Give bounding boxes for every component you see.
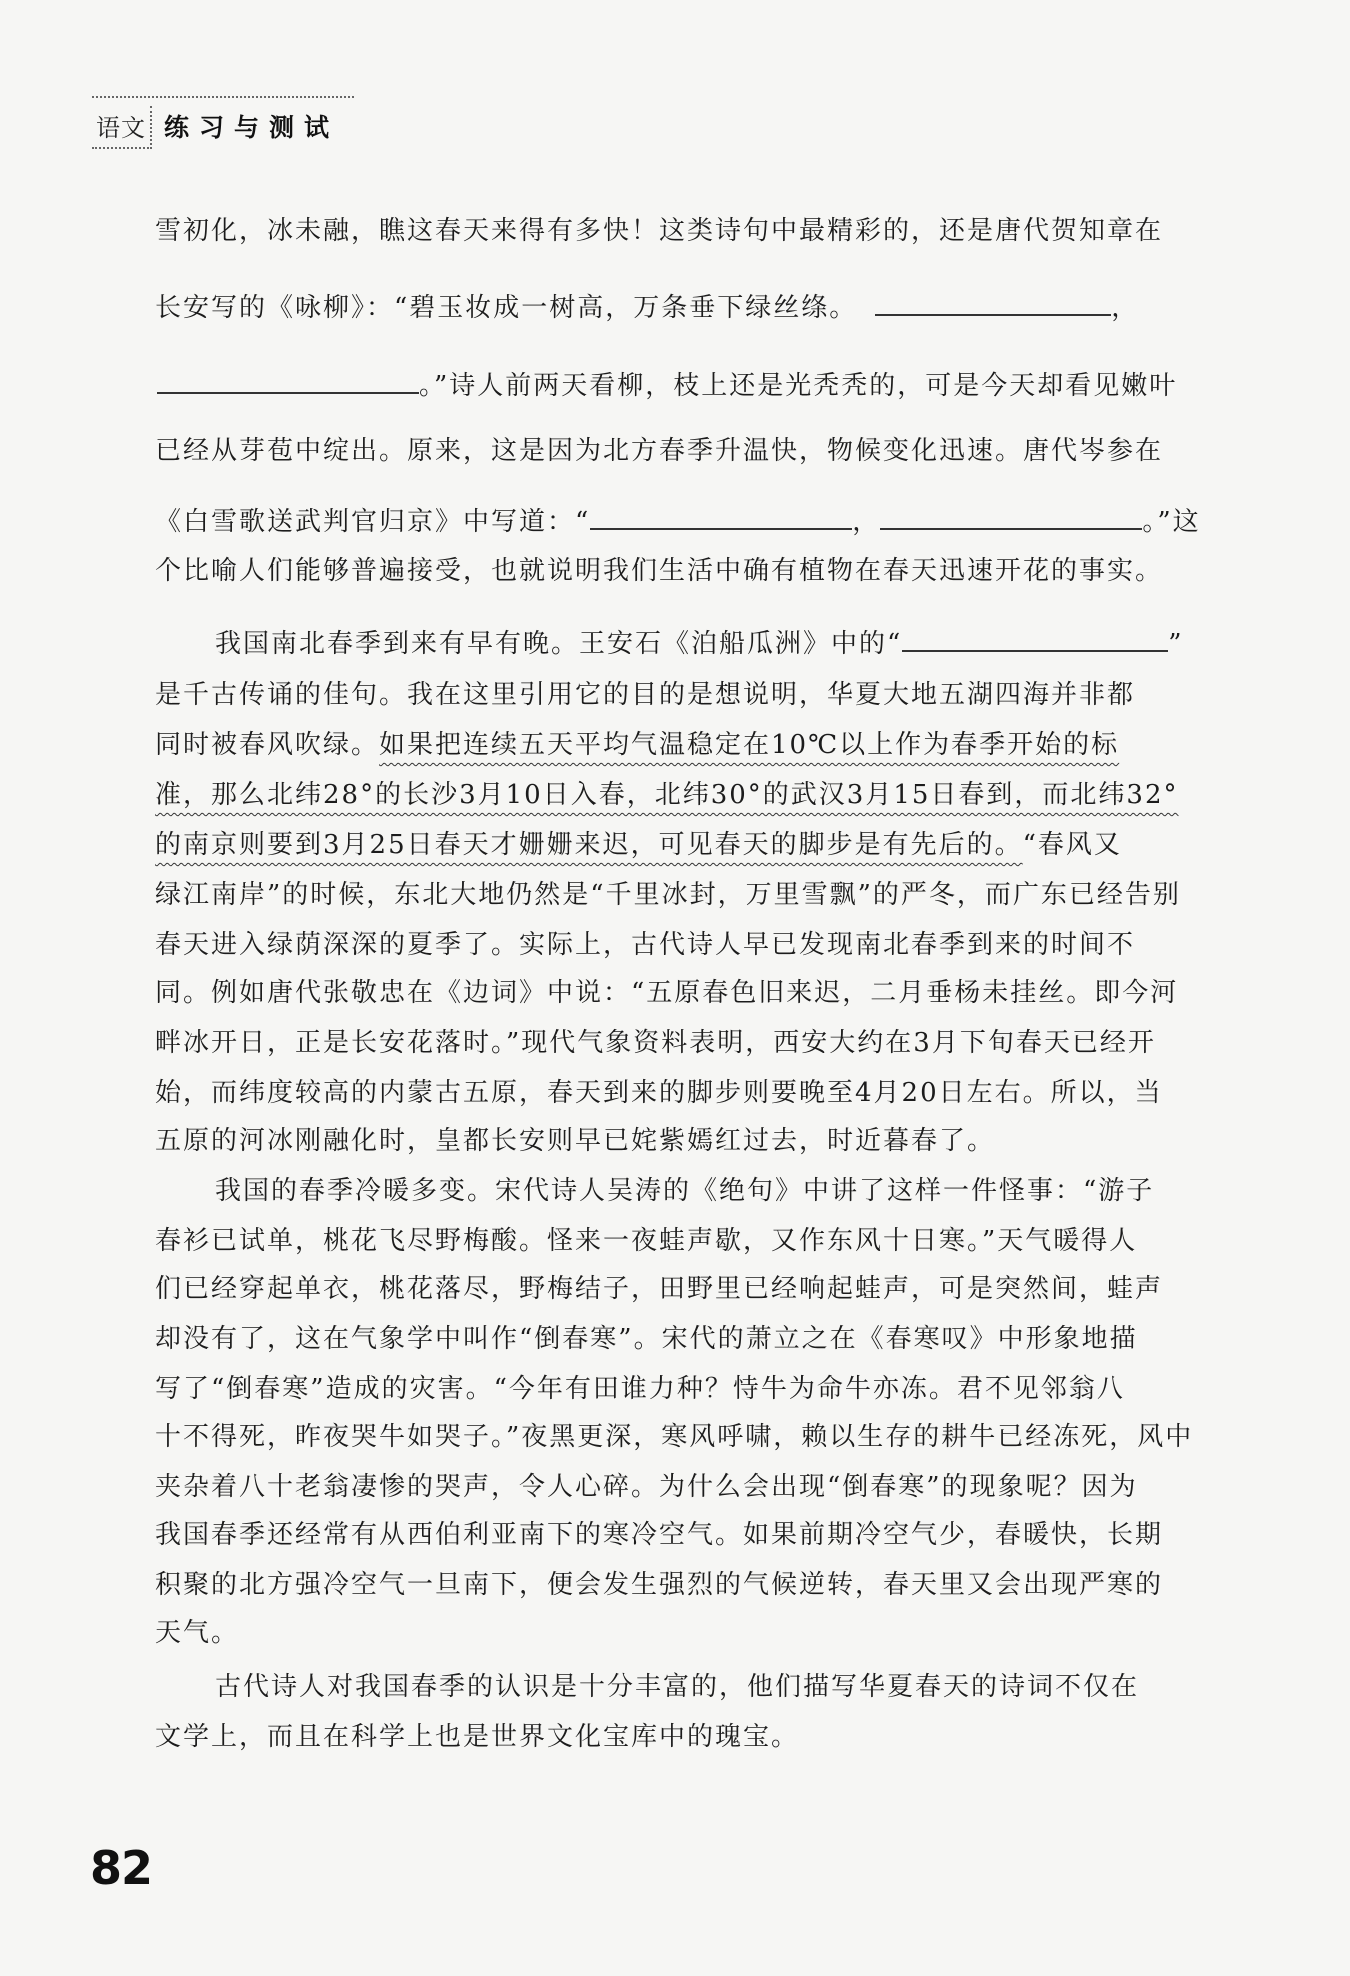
text-line: 我国的春季冷暖多变。宋代诗人吴涛的《绝句》中讲了这样一件怪事：“游子 (215, 1176, 1155, 1206)
text-line (155, 826, 1122, 864)
text-segment: 同时被春风吹绿。 (155, 730, 380, 760)
text-segment: 《白雪歌送武判官归京》中写道：“ (155, 507, 591, 537)
text-line: 十不得死，昨夜哭牛如哭子。”夜黑更深，寒风呼啸，赖以生存的耕牛已经冻死，风中 (155, 1422, 1194, 1452)
text-line: 我国春季还经常有从西伯利亚南下的寒冷空气。如果前期冷空气少，春暖快，长期 (155, 1520, 1164, 1550)
text-line: 同。例如唐代张敬忠在《边词》中说：“五原春色旧来迟，二月垂杨未挂丝。即今河 (155, 978, 1179, 1008)
text-line: 五原的河冰刚融化时，皇都长安则早已姹紫嫣红过去，时近暮春了。 (155, 1126, 996, 1156)
text-line: 文学上，而且在科学上也是世界文化宝库中的瑰宝。 (155, 1722, 800, 1752)
text-line: 畔冰开日，正是长安花落时。”现代气象资料表明，西安大约在3月下旬春天已经开 (155, 1028, 1156, 1058)
text-segment: 我国南北春季到来有早有晚。王安石《泊船瓜洲》中的“ (215, 629, 903, 659)
text-line: 积聚的北方强冷空气一旦南下，便会发生强烈的气候逆转，春天里又会出现严寒的 (155, 1570, 1164, 1600)
page-header (92, 96, 354, 142)
text-line (155, 502, 1201, 541)
answer-blank[interactable] (875, 288, 1111, 316)
answer-blank[interactable] (157, 366, 419, 394)
text-line: 春衫已试单，桃花飞尽野梅酸。怪来一夜蛙声歇，又作东风十日寒。”天气暖得人 (155, 1226, 1138, 1256)
wavy-underlined-text: 如果把连续五天平均气温稳定在10℃以上作为春季开始的标 (379, 730, 1120, 760)
text-line: 个比喻人们能够普遍接受，也就说明我们生活中确有植物在春天迅速开花的事实。 (155, 556, 1164, 586)
text-line (155, 726, 1119, 764)
text-line: 绿江南岸”的时候，东北大地仍然是“千里冰封，万里雪飘”的严冬，而广东已经告别 (155, 880, 1181, 910)
wavy-underlined-text: 准，那么北纬28°的长沙3月10日入春，北纬30°的武汉3月15日春到，而北纬32° (155, 780, 1179, 810)
page-number: 82 (90, 1841, 153, 1895)
text-line (155, 624, 1184, 663)
text-line: 古代诗人对我国春季的认识是十分丰富的，他们描写华夏春天的诗词不仅在 (215, 1672, 1140, 1702)
text-line: 写了“倒春寒”造成的灾害。“今年有田谁力种？恃牛为命牛亦冻。君不见邻翁八 (155, 1374, 1125, 1404)
text-line: 们已经穿起单衣，桃花落尽，野梅结子，田野里已经响起蛙声，可是突然间，蛙声 (155, 1274, 1164, 1304)
text-line (155, 366, 1177, 405)
text-segment: 长安写的《咏柳》：“碧玉妆成一树高，万条垂下绿丝绦。 (155, 293, 858, 323)
text-line: 雪初化，冰未融，瞧这春天来得有多快！这类诗句中最精彩的，还是唐代贺知章在 (155, 216, 1164, 246)
answer-blank[interactable] (902, 624, 1168, 652)
book-title: 练习与测试 (164, 113, 340, 142)
answer-blank[interactable] (880, 502, 1142, 530)
text-segment: “春风又 (1022, 830, 1122, 860)
wavy-underlined-text: 的南京则要到3月25日春天才姗姗来迟，可见春天的脚步是有先后的。 (155, 830, 1023, 860)
text-line (155, 288, 1139, 327)
subject-label: 语文 (92, 106, 152, 149)
text-line: 春天进入绿荫深深的夏季了。实际上，古代诗人早已发现南北春季到来的时间不 (155, 930, 1136, 960)
text-segment: 。”诗人前两天看柳，枝上还是光秃秃的，可是今天却看见嫩叶 (419, 371, 1178, 401)
text-line: 夹杂着八十老翁凄惨的哭声，令人心碎。为什么会出现“倒春寒”的现象呢？因为 (155, 1472, 1138, 1502)
text-line: 却没有了，这在气象学中叫作“倒春寒”。宋代的萧立之在《春寒叹》中形象地描 (155, 1324, 1138, 1354)
text-segment: ， (1111, 293, 1140, 323)
text-segment: ” (1168, 629, 1184, 659)
text-line: 天气。 (155, 1618, 240, 1648)
text-line: 始，而纬度较高的内蒙古五原，春天到来的脚步则要晚至4月20日左右。所以，当 (155, 1078, 1163, 1108)
text-line: 是千古传诵的佳句。我在这里引用它的目的是想说明，华夏大地五湖四海并非都 (155, 680, 1136, 710)
answer-blank[interactable] (590, 502, 852, 530)
text-segment: ， (852, 507, 881, 537)
text-line: 已经从芽苞中绽出。原来，这是因为北方春季升温快，物候变化迅速。唐代岑参在 (155, 436, 1164, 466)
text-segment: 。”这 (1142, 507, 1201, 537)
